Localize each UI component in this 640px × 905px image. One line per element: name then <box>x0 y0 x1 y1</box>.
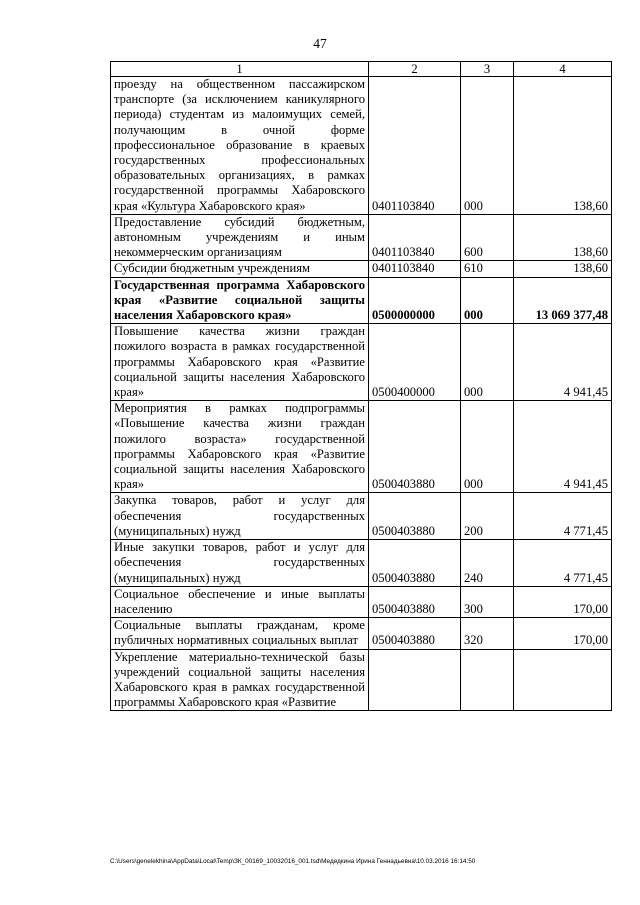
row-type-cell: 300 <box>461 586 514 617</box>
row-code-cell <box>369 649 461 711</box>
footer-file-path: C:\Users\genelekhina\AppData\Local\Temp\ЗК_00169_10032016_001.tsd\Медедкина Ирина Геннадьевна\10.03.2016 16:14:50 <box>110 858 476 865</box>
row-name-cell: Социальное обеспечение и иные выплаты населению <box>111 586 369 617</box>
row-type-cell: 600 <box>461 214 514 261</box>
row-name-cell: Государственная программа Хабаровского края «Развитие социальной защиты населения Хабаровского края» <box>111 277 369 324</box>
row-amount-cell: 138,60 <box>514 261 612 277</box>
row-amount-cell: 170,00 <box>514 618 612 649</box>
table-row <box>111 261 612 277</box>
table-row <box>111 493 612 540</box>
table-row <box>111 586 612 617</box>
row-type-cell <box>461 649 514 711</box>
budget-table <box>110 61 612 711</box>
row-amount-cell: 170,00 <box>514 586 612 617</box>
row-code-cell: 0500403880 <box>369 493 461 540</box>
row-amount-cell: 4 941,45 <box>514 401 612 493</box>
table-row <box>111 277 612 324</box>
row-name-cell: Социальные выплаты гражданам, кроме публичных нормативных социальных выплат <box>111 618 369 649</box>
row-name-cell: Повышение качества жизни граждан пожилого возраста в рамках государственной программы Хабаровского края «Развитие социальной защиты населения Хабаровского края» <box>111 324 369 401</box>
row-code-cell: 0500403880 <box>369 401 461 493</box>
table-row <box>111 401 612 493</box>
row-name-cell: Предоставление субсидий бюджетным, автономным учреждениям и иным некоммерческим организациям <box>111 214 369 261</box>
row-name-cell: Мероприятия в рамках подпрограммы «Повышение качества жизни граждан пожилого возраста» государственной программы Хабаровского края «Развитие социальной защиты населения Хабаровского края» <box>111 401 369 493</box>
row-amount-cell: 138,60 <box>514 77 612 215</box>
row-code-cell: 0500400000 <box>369 324 461 401</box>
row-type-cell: 320 <box>461 618 514 649</box>
table-row <box>111 324 612 401</box>
row-code-cell: 0401103840 <box>369 214 461 261</box>
row-code-cell: 0500000000 <box>369 277 461 324</box>
row-name-cell: Субсидии бюджетным учреждениям <box>111 261 369 277</box>
header-col-3: 3 <box>461 62 514 77</box>
table-row <box>111 649 612 711</box>
row-code-cell: 0401103840 <box>369 77 461 215</box>
table-row <box>111 618 612 649</box>
row-type-cell: 000 <box>461 277 514 324</box>
row-code-cell: 0500403880 <box>369 618 461 649</box>
row-type-cell: 000 <box>461 77 514 215</box>
row-name-cell: Иные закупки товаров, работ и услуг для обеспечения государственных (муниципальных) нужд <box>111 540 369 587</box>
row-amount-cell: 13 069 377,48 <box>514 277 612 324</box>
row-name-cell: проезду на общественном пассажирском транспорте (за исключением каникулярного периода) студентам из малоимущих семей, получающим в очной форме профессиональное образование в краевых государственных профессиональных образовательных организациях, в рамках государственной программы Хабаровского края «Культура Хабаровского края» <box>111 77 369 215</box>
table-header-row <box>111 62 612 77</box>
row-code-cell: 0500403880 <box>369 540 461 587</box>
row-amount-cell: 4 771,45 <box>514 493 612 540</box>
table-row <box>111 214 612 261</box>
row-type-cell: 000 <box>461 401 514 493</box>
header-col-4: 4 <box>514 62 612 77</box>
row-name-cell: Укрепление материально-технической базы учреждений социальной защиты населения Хабаровского края в рамках государственной программы Хабаровского края «Развитие <box>111 649 369 711</box>
row-type-cell: 240 <box>461 540 514 587</box>
row-code-cell: 0401103840 <box>369 261 461 277</box>
row-amount-cell: 4 771,45 <box>514 540 612 587</box>
row-type-cell: 610 <box>461 261 514 277</box>
page-number: 47 <box>313 36 327 51</box>
header-col-2: 2 <box>369 62 461 77</box>
row-name-cell: Закупка товаров, работ и услуг для обеспечения государственных (муниципальных) нужд <box>111 493 369 540</box>
row-amount-cell: 4 941,45 <box>514 324 612 401</box>
row-type-cell: 000 <box>461 324 514 401</box>
row-amount-cell <box>514 649 612 711</box>
table-row <box>111 540 612 587</box>
header-col-1: 1 <box>111 62 369 77</box>
table-row <box>111 77 612 215</box>
table-body <box>111 77 612 711</box>
row-type-cell: 200 <box>461 493 514 540</box>
row-amount-cell: 138,60 <box>514 214 612 261</box>
row-code-cell: 0500403880 <box>369 586 461 617</box>
